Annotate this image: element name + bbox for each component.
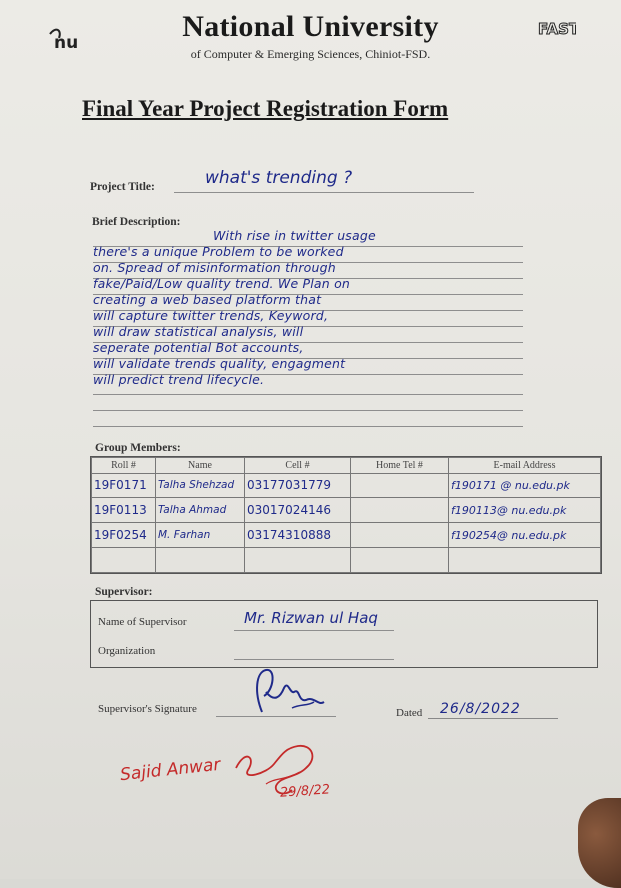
supervisor-name-value: Mr. Rizwan ul Haq — [244, 609, 378, 627]
university-name: National University — [182, 10, 439, 43]
column-header: Home Tel # — [351, 458, 449, 474]
roll-cell: 19F0113 — [92, 498, 156, 523]
supervisor-signature-label: Supervisor's Signature — [98, 703, 197, 715]
home-tel-cell — [351, 523, 449, 548]
cell-cell: 03174310888 — [245, 523, 351, 548]
roll-cell: 19F0171 — [92, 473, 156, 498]
svg-text:nu: nu — [54, 33, 79, 52]
cell-cell: 03017024146 — [245, 498, 351, 523]
thumb — [578, 798, 621, 888]
name-cell: M. Farhan — [156, 523, 245, 548]
roll-cell: 19F0254 — [92, 523, 156, 548]
supervisor-name-label: Name of Supervisor — [98, 616, 187, 628]
table-row — [92, 523, 601, 548]
table-row — [92, 473, 601, 498]
column-header: E-mail Address — [449, 458, 601, 474]
cell-cell — [245, 548, 351, 573]
email-cell — [449, 548, 601, 573]
desc-rule — [93, 426, 523, 427]
name-cell: Talha Shehzad — [156, 473, 245, 498]
signer-name: Sajid Anwar — [119, 754, 222, 786]
date-value: 26/8/2022 — [440, 701, 521, 717]
organization-rule — [234, 659, 394, 660]
table-row — [92, 498, 601, 523]
form-title: Final Year Project Registration Form — [82, 96, 449, 121]
group-members-label: Group Members: — [95, 442, 181, 454]
table-header-row — [92, 458, 601, 474]
name-cell: Talha Ahmad — [156, 498, 245, 523]
description-line: will capture twitter trends, Keyword, — [93, 308, 329, 323]
sign-date: 29/8/22 — [279, 782, 331, 801]
svg-text:FAST: FAST — [538, 20, 576, 38]
description-line: will predict trend lifecycle. — [93, 372, 265, 387]
column-header: Name — [156, 458, 245, 474]
supervisor-signature — [244, 662, 334, 718]
university-subtitle: of Computer & Emerging Sciences, Chiniot-FSD. — [190, 47, 431, 61]
description-line: fake/Paid/Low quality trend. We Plan on — [93, 276, 351, 291]
description-line: on. Spread of misinformation through — [93, 260, 336, 275]
project-title-value: what's trending ? — [205, 168, 353, 188]
email-cell: f190254@ nu.edu.pk — [449, 523, 601, 548]
roll-cell — [92, 548, 156, 573]
email-cell: f190113@ nu.edu.pk — [449, 498, 601, 523]
description-line: With rise in twitter usage — [213, 228, 376, 243]
description-line: there's a unique Problem to be worked — [93, 244, 344, 259]
description-line: will draw statistical analysis, will — [93, 324, 304, 339]
supervisor-name-rule — [234, 630, 394, 631]
home-tel-cell — [351, 548, 449, 573]
supervisor-label: Supervisor: — [95, 586, 153, 598]
home-tel-cell — [351, 498, 449, 523]
email-cell: f190171 @ nu.edu.pk — [449, 473, 601, 498]
column-header: Cell # — [245, 458, 351, 474]
home-tel-cell — [351, 473, 449, 498]
organization-label: Organization — [98, 645, 156, 657]
dated-rule — [428, 718, 558, 719]
name-cell — [156, 548, 245, 573]
description-line: seperate potential Bot accounts, — [93, 340, 304, 355]
desc-rule — [93, 410, 523, 411]
group-members-table — [90, 456, 602, 574]
project-title-rule — [174, 192, 474, 193]
description-line: creating a web based platform that — [93, 292, 322, 307]
column-header: Roll # — [92, 458, 156, 474]
table-row — [92, 548, 601, 573]
project-title-label: Project Title: — [90, 181, 155, 193]
description-label: Brief Description: — [92, 216, 181, 228]
dated-label: Dated — [396, 707, 423, 719]
cell-cell: 03177031779 — [245, 473, 351, 498]
description-line: will validate trends quality, engagment — [93, 356, 346, 371]
desc-rule — [93, 394, 523, 395]
